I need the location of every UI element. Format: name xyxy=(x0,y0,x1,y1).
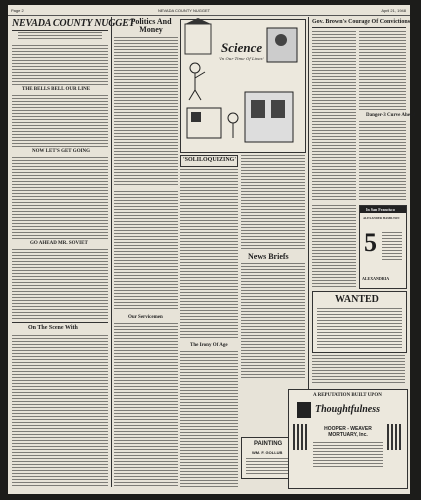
article-text xyxy=(12,45,108,85)
column-graphic xyxy=(293,424,309,450)
wanted-ad xyxy=(312,291,407,353)
science-cartoon xyxy=(180,19,306,153)
article-text xyxy=(312,355,405,383)
ad-text xyxy=(382,232,402,260)
painting-ad-name: WM. F. GOLLUB xyxy=(252,450,283,455)
folio-paper-name: NEVADA COUNTY NUGGET xyxy=(158,8,211,13)
wanted-title: WANTED xyxy=(335,294,379,305)
article-text xyxy=(359,121,406,201)
article-text xyxy=(312,31,356,201)
article-text xyxy=(114,323,178,487)
san-francisco-label: In San Francisco xyxy=(366,207,395,212)
newspaper-page xyxy=(8,5,416,494)
scene-headline: On The Scene With xyxy=(28,325,78,331)
bells-headline: THE BELLS BELL OUR LINE xyxy=(22,87,91,92)
five-graphic: 5 xyxy=(364,228,377,257)
servicemen-headline: Our Servicemen xyxy=(128,315,163,320)
mortuary-name: HOOPER - WEAVER MORTUARY, Inc. xyxy=(324,426,372,438)
science-title: Science xyxy=(221,40,263,55)
article-text xyxy=(12,95,108,147)
now-headline: NOW LET'S GET GOING xyxy=(32,149,91,154)
column-rule xyxy=(111,17,112,487)
decorative-initial xyxy=(297,402,311,418)
politics-headline: Politics And Money xyxy=(130,17,172,34)
hotel-ad xyxy=(359,205,407,289)
article-text xyxy=(241,155,305,249)
page-number: Page 2 xyxy=(11,8,24,13)
go-ahead-headline: GO AHEAD MR. SOVIET xyxy=(30,241,88,246)
ad-text xyxy=(317,308,402,348)
article-text xyxy=(312,205,356,287)
column-graphic xyxy=(387,424,403,450)
article-text xyxy=(180,169,238,339)
reputation-text: A REPUTATION BUILT UPON xyxy=(313,393,382,398)
publisher-info xyxy=(18,32,102,41)
danger-headline: Danger-3 Curve Ahead xyxy=(366,113,416,118)
article-text xyxy=(12,249,108,319)
article-text xyxy=(180,351,238,487)
mortuary-ad xyxy=(288,389,408,489)
soliloquizing-headline: 'SOLILOQUIZING' xyxy=(183,157,237,163)
ad-text xyxy=(313,442,383,468)
article-text xyxy=(241,263,305,379)
section-rule xyxy=(12,322,108,323)
nameplate-rule xyxy=(12,30,108,31)
article-text xyxy=(114,37,178,157)
nameplate: NEVADA COUNTY NUGGET xyxy=(12,18,135,29)
news-briefs-headline: News Briefs xyxy=(248,252,289,261)
hotel-name: ALEXANDER HAMILTON xyxy=(363,216,400,220)
page-folio xyxy=(8,7,410,16)
alexandria-label: ALEXANDRIA xyxy=(362,276,390,281)
painting-ad-title: PAINTING xyxy=(254,441,283,447)
thoughtfulness-text: Thoughtfulness xyxy=(315,404,381,415)
irony-headline: The Irony Of Age xyxy=(190,343,228,348)
article-text xyxy=(114,157,178,187)
article-text xyxy=(12,335,108,487)
headline-rule xyxy=(312,27,406,28)
article-text xyxy=(114,191,178,311)
soliloquizing-box xyxy=(180,155,238,167)
science-subtitle: 'In Our Time Of Lives' xyxy=(219,56,264,61)
article-text xyxy=(359,31,406,111)
gov-brown-headline: Gov. Brown's Courage Of Convictions xyxy=(312,19,411,25)
article-text xyxy=(12,157,108,239)
folio-date: April 21, 1948 xyxy=(381,8,406,13)
column-rule xyxy=(308,17,309,389)
